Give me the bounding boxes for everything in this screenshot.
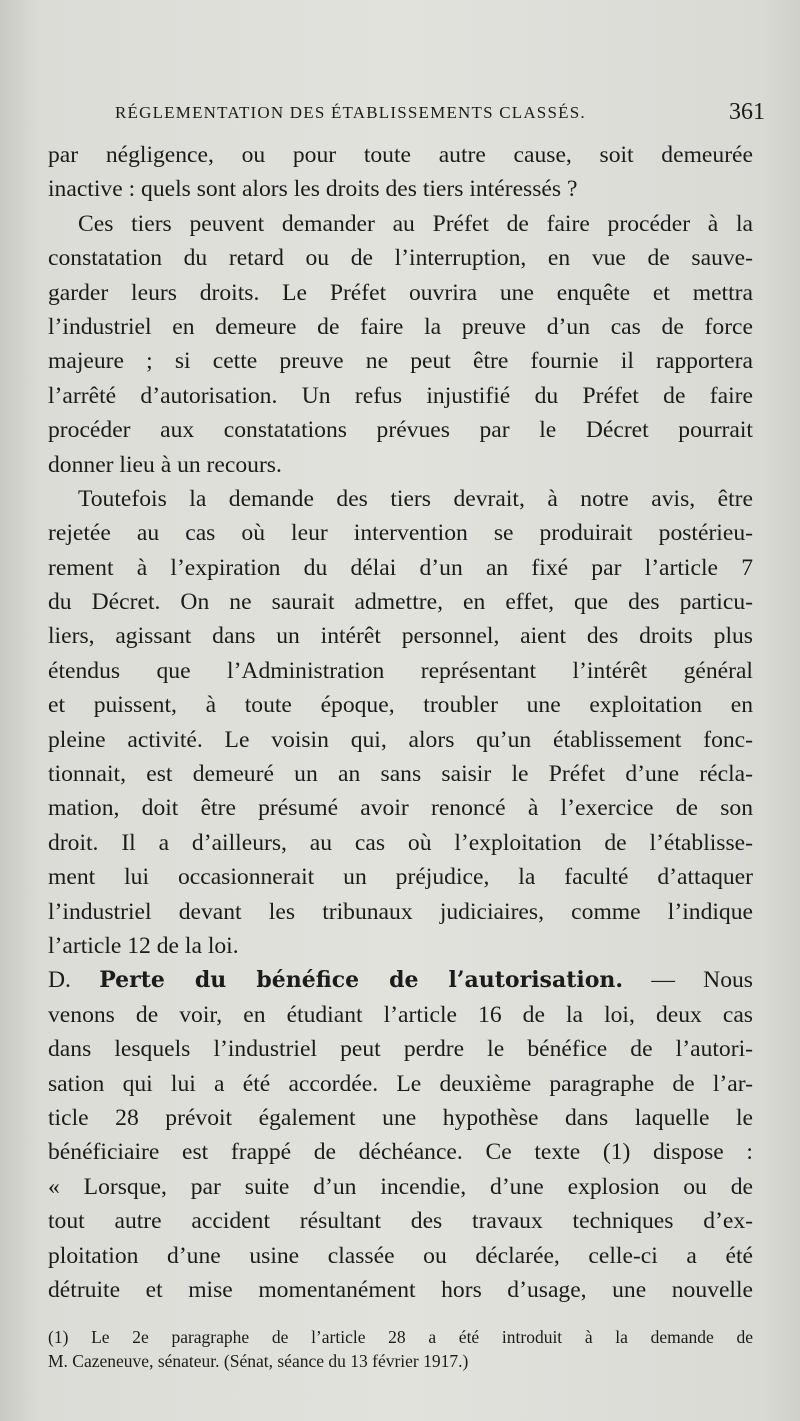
text-line: donner lieu à un recours.: [48, 451, 282, 478]
section-label: D.: [48, 967, 71, 994]
text-line: l’arrêté d’autorisation. Un refus injustifié du Préfet de faire: [48, 382, 753, 409]
text-line: mation, doit être présumé avoir renoncé à l’exercice de son: [48, 795, 753, 822]
text-line: constatation du retard ou de l’interruption, en vue de sauve-: [48, 245, 753, 272]
text-line: procéder aux constatations prévues par le Décret pourrait: [48, 417, 753, 444]
text-line: droit. Il a d’ailleurs, au cas où l’exploitation de l’établisse-: [48, 829, 753, 856]
text-line: par négligence, ou pour toute autre cause, soit demeurée: [48, 142, 753, 168]
footnote: [48, 1325, 753, 1373]
text-line: sation qui lui a été accordée. Le deuxième paragraphe de l’ar-: [48, 1070, 753, 1097]
text-line: étendus que l’Administration représentant l’intérêt général: [48, 657, 753, 684]
text-line: liers, agissant dans un intérêt personnel, aient des droits plus: [48, 623, 753, 650]
section-d-heading-line: [48, 963, 753, 997]
running-title: RÉGLEMENTATION DES ÉTABLISSEMENTS CLASSÉS.: [115, 103, 586, 122]
paragraph-block: [48, 998, 753, 1308]
text-line: ploitation d’une usine classée ou déclarée, celle-ci a été: [48, 1242, 753, 1269]
text-line: majeure ; si cette preuve ne peut être fournie il rapportera: [48, 348, 753, 375]
text-line: et puissent, à toute époque, troubler une exploitation en: [48, 692, 753, 719]
text-line: du Décret. On ne saurait admettre, en effet, que des particu-: [48, 589, 753, 616]
text-line: Ces tiers peuvent demander au Préfet de faire procéder à la: [78, 210, 753, 237]
section-lead: — Nous: [651, 967, 753, 994]
section-heading: Perte du bénéfice de l’autorisation.: [99, 967, 624, 994]
paragraph-block: [48, 138, 753, 963]
text-line: bénéficiaire est frappé de déchéance. Ce texte (1) dispose :: [48, 1139, 753, 1166]
body-text: [48, 138, 753, 1307]
text-line: ticle 28 prévoit également une hypothèse dans laquelle le: [48, 1104, 753, 1131]
page-number: 361: [729, 99, 765, 125]
text-line: détruite et mise momentanément hors d’usage, une nouvelle: [48, 1276, 753, 1303]
text-line: l’industriel en demeure de faire la preuve d’un cas de force: [48, 313, 753, 340]
text-line: tionnait, est demeuré un an sans saisir le Préfet d’une récla-: [48, 761, 753, 788]
text-line: rejetée au cas où leur intervention se produirait postérieu-: [48, 520, 753, 547]
text-line: l’article 12 de la loi.: [48, 932, 239, 959]
text-line: tout autre accident résultant des travaux techniques d’ex-: [48, 1208, 753, 1235]
footnote-line: M. Cazeneuve, sénateur. (Sénat, séance du 13 février 1917.): [48, 1351, 469, 1371]
text-line: « Lorsque, par suite d’un incendie, d’une explosion ou de: [48, 1173, 753, 1200]
text-line: rement à l’expiration du délai d’un an fixé par l’article 7: [48, 554, 753, 581]
text-line: dans lesquels l’industriel peut perdre le bénéfice de l’autori-: [48, 1036, 753, 1063]
text-line: l’industriel devant les tribunaux judiciaires, comme l’indique: [48, 898, 753, 925]
text-line: garder leurs droits. Le Préfet ouvrira une enquête et mettra: [48, 279, 753, 306]
text-line: inactive : quels sont alors les droits des tiers intéressés ?: [48, 176, 578, 203]
text-line: ment lui occasionnerait un préjudice, la faculté d’attaquer: [48, 864, 753, 891]
footnote-line: (1) Le 2e paragraphe de l’article 28 a été introduit à la demande de: [48, 1327, 753, 1347]
running-header: [115, 99, 765, 125]
text-line: Toutefois la demande des tiers devrait, à notre avis, être: [78, 485, 753, 512]
text-line: pleine activité. Le voisin qui, alors qu’un établissement fonc-: [48, 726, 753, 753]
text-line: venons de voir, en étudiant l’article 16 de la loi, deux cas: [48, 1001, 753, 1028]
